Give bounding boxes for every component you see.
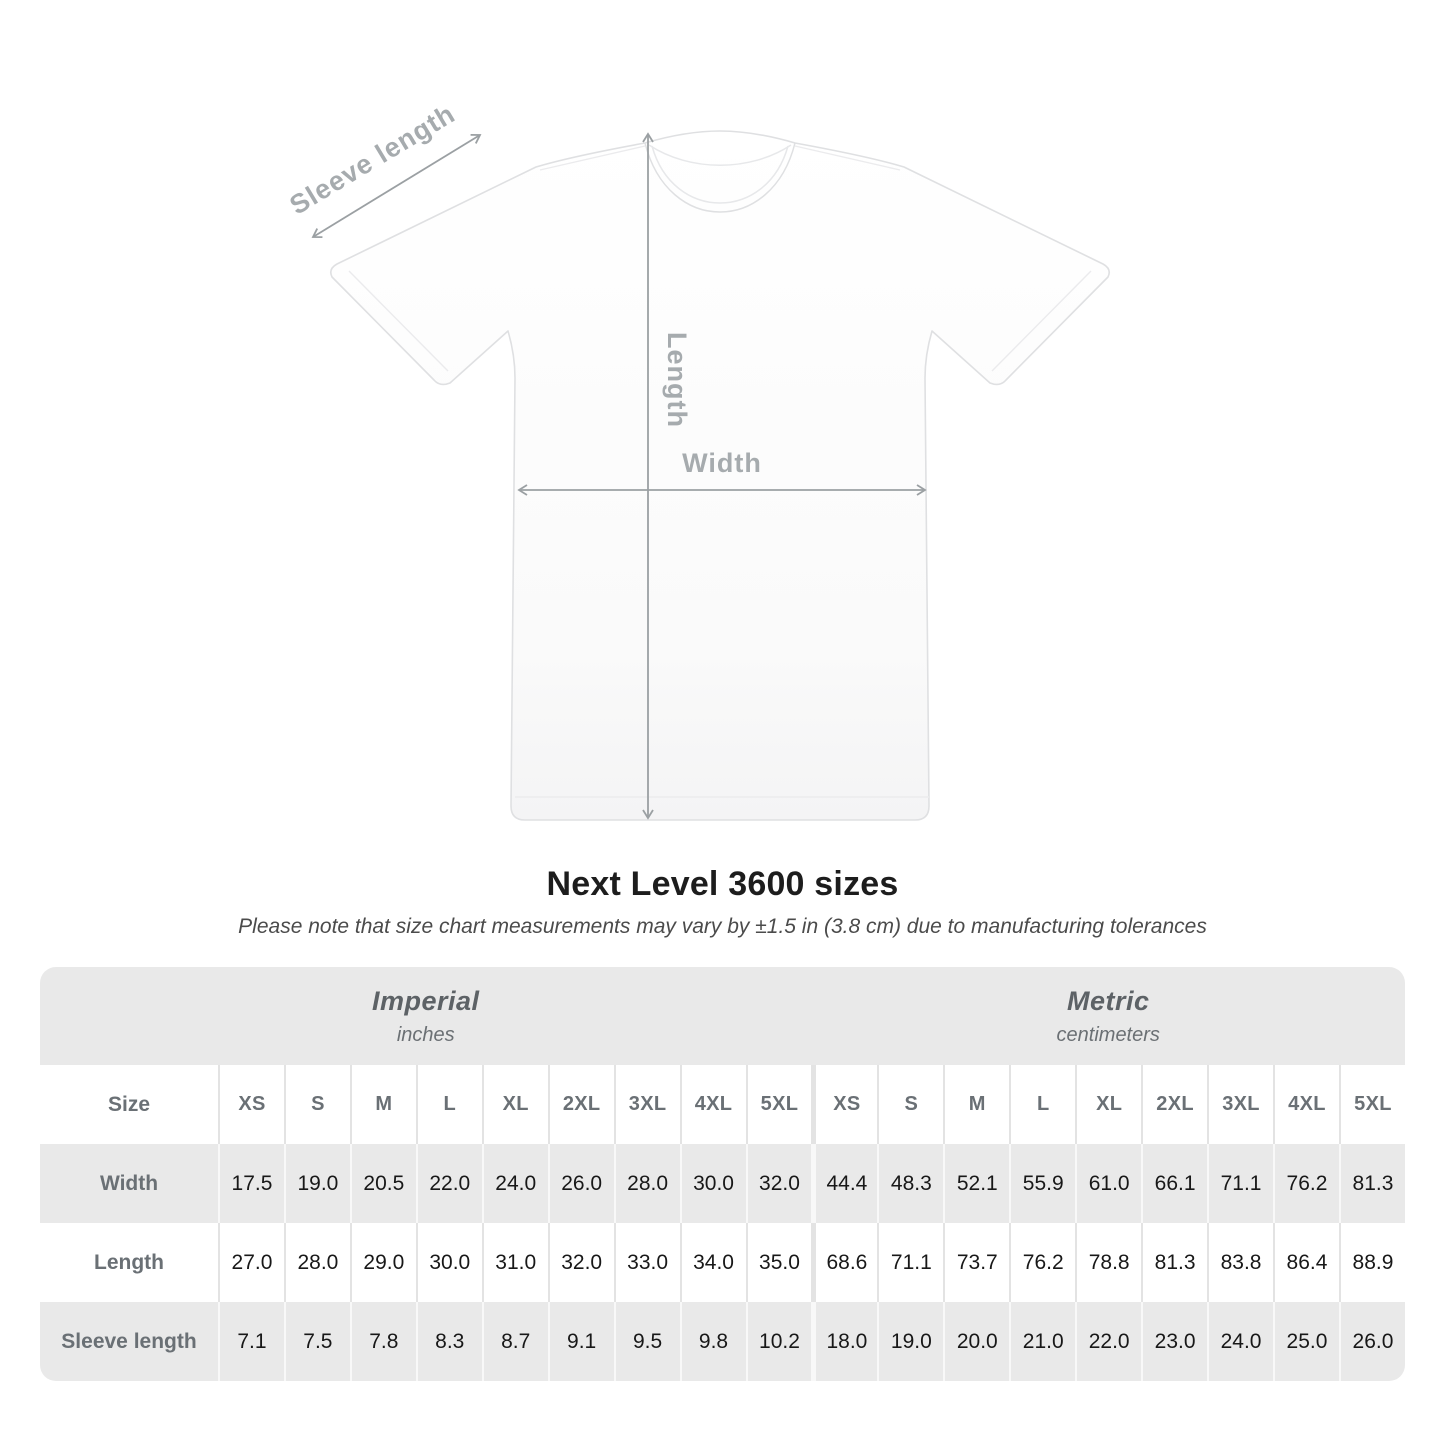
size-column-header: 2XL [1141, 1065, 1207, 1144]
size-value-cell: 9.1 [548, 1302, 614, 1381]
size-column-header: S [877, 1065, 943, 1144]
imperial-unit: inches [396, 1023, 455, 1046]
size-value-cell: 25.0 [1273, 1302, 1339, 1381]
size-chart-table [40, 967, 1405, 1381]
size-value-cell: 73.7 [943, 1223, 1009, 1302]
size-value-cell: 19.0 [284, 1144, 350, 1223]
size-value-cell: 30.0 [416, 1223, 482, 1302]
size-value-cell: 71.1 [1207, 1144, 1273, 1223]
size-column-header: XS [218, 1065, 284, 1144]
page-title: Next Level 3600 sizes [546, 865, 899, 903]
size-value-cell: 88.9 [1339, 1223, 1405, 1302]
size-value-cell: 28.0 [614, 1144, 680, 1223]
size-value-cell: 66.1 [1141, 1144, 1207, 1223]
size-value-cell: 8.7 [482, 1302, 548, 1381]
size-value-cell: 83.8 [1207, 1223, 1273, 1302]
size-value-cell: 76.2 [1273, 1144, 1339, 1223]
size-column-header: 2XL [548, 1065, 614, 1144]
size-value-cell: 7.1 [218, 1302, 284, 1381]
size-value-cell: 19.0 [877, 1302, 943, 1381]
size-table [40, 967, 1405, 1381]
size-value-cell: 81.3 [1141, 1223, 1207, 1302]
sleeve-length-row [40, 1302, 1405, 1381]
size-value-cell: 33.0 [614, 1223, 680, 1302]
size-value-cell: 35.0 [746, 1223, 812, 1302]
sleeve-length-label: Sleeve length [284, 98, 461, 221]
size-column-header: M [350, 1065, 416, 1144]
size-value-cell: 27.0 [218, 1223, 284, 1302]
size-value-cell: 22.0 [1075, 1302, 1141, 1381]
size-value-cell: 10.2 [746, 1302, 812, 1381]
size-value-cell: 7.5 [284, 1302, 350, 1381]
size-value-cell: 61.0 [1075, 1144, 1141, 1223]
size-column-header: S [284, 1065, 350, 1144]
size-column-header: 5XL [1339, 1065, 1405, 1144]
width-row [40, 1144, 1405, 1223]
size-value-cell: 34.0 [680, 1223, 746, 1302]
size-column-header: 4XL [1273, 1065, 1339, 1144]
size-corner-header: Size [40, 1065, 218, 1144]
size-column-header: XS [811, 1065, 877, 1144]
title-block [0, 864, 1445, 940]
size-value-cell: 22.0 [416, 1144, 482, 1223]
size-value-cell: 68.6 [811, 1223, 877, 1302]
imperial-group-header [40, 967, 811, 1065]
size-column-header: M [943, 1065, 1009, 1144]
metric-group-header [811, 967, 1405, 1065]
row-label: Sleeve length [40, 1302, 218, 1381]
size-column-header: L [1009, 1065, 1075, 1144]
size-value-cell: 29.0 [350, 1223, 416, 1302]
metric-label: Metric [1066, 985, 1150, 1016]
size-value-cell: 18.0 [811, 1302, 877, 1381]
size-column-header: XL [1075, 1065, 1141, 1144]
size-value-cell: 76.2 [1009, 1223, 1075, 1302]
size-value-cell: 9.5 [614, 1302, 680, 1381]
unit-group-row [40, 967, 1405, 1065]
size-value-cell: 48.3 [877, 1144, 943, 1223]
size-column-header: 3XL [1207, 1065, 1273, 1144]
row-label: Length [40, 1223, 218, 1302]
size-column-header: 5XL [746, 1065, 812, 1144]
size-value-cell: 52.1 [943, 1144, 1009, 1223]
size-value-cell: 44.4 [811, 1144, 877, 1223]
size-value-cell: 71.1 [877, 1223, 943, 1302]
tolerance-note: Please note that size chart measurements may vary by ±1.5 in (3.8 cm) due to manufacturing tolerances [238, 915, 1207, 938]
size-value-cell: 21.0 [1009, 1302, 1075, 1381]
size-value-cell: 31.0 [482, 1223, 548, 1302]
size-value-cell: 26.0 [548, 1144, 614, 1223]
size-value-cell: 23.0 [1141, 1302, 1207, 1381]
width-label: Width [682, 448, 762, 478]
length-label: Length [662, 332, 692, 428]
size-value-cell: 32.0 [746, 1144, 812, 1223]
size-value-cell: 86.4 [1273, 1223, 1339, 1302]
size-value-cell: 26.0 [1339, 1302, 1405, 1381]
size-value-cell: 8.3 [416, 1302, 482, 1381]
size-value-cell: 9.8 [680, 1302, 746, 1381]
size-value-cell: 17.5 [218, 1144, 284, 1223]
size-value-cell: 24.0 [1207, 1302, 1273, 1381]
size-column-header: XL [482, 1065, 548, 1144]
size-column-header: 4XL [680, 1065, 746, 1144]
size-value-cell: 78.8 [1075, 1223, 1141, 1302]
size-value-cell: 20.5 [350, 1144, 416, 1223]
size-value-cell: 30.0 [680, 1144, 746, 1223]
size-value-cell: 55.9 [1009, 1144, 1075, 1223]
size-column-header: L [416, 1065, 482, 1144]
size-value-cell: 81.3 [1339, 1144, 1405, 1223]
metric-unit: centimeters [1056, 1023, 1160, 1046]
imperial-label: Imperial [371, 985, 480, 1016]
length-row [40, 1223, 1405, 1302]
size-header-row [40, 1065, 1405, 1144]
size-value-cell: 32.0 [548, 1223, 614, 1302]
row-label: Width [40, 1144, 218, 1223]
size-column-header: 3XL [614, 1065, 680, 1144]
size-value-cell: 20.0 [943, 1302, 1009, 1381]
size-value-cell: 28.0 [284, 1223, 350, 1302]
size-value-cell: 24.0 [482, 1144, 548, 1223]
size-value-cell: 7.8 [350, 1302, 416, 1381]
